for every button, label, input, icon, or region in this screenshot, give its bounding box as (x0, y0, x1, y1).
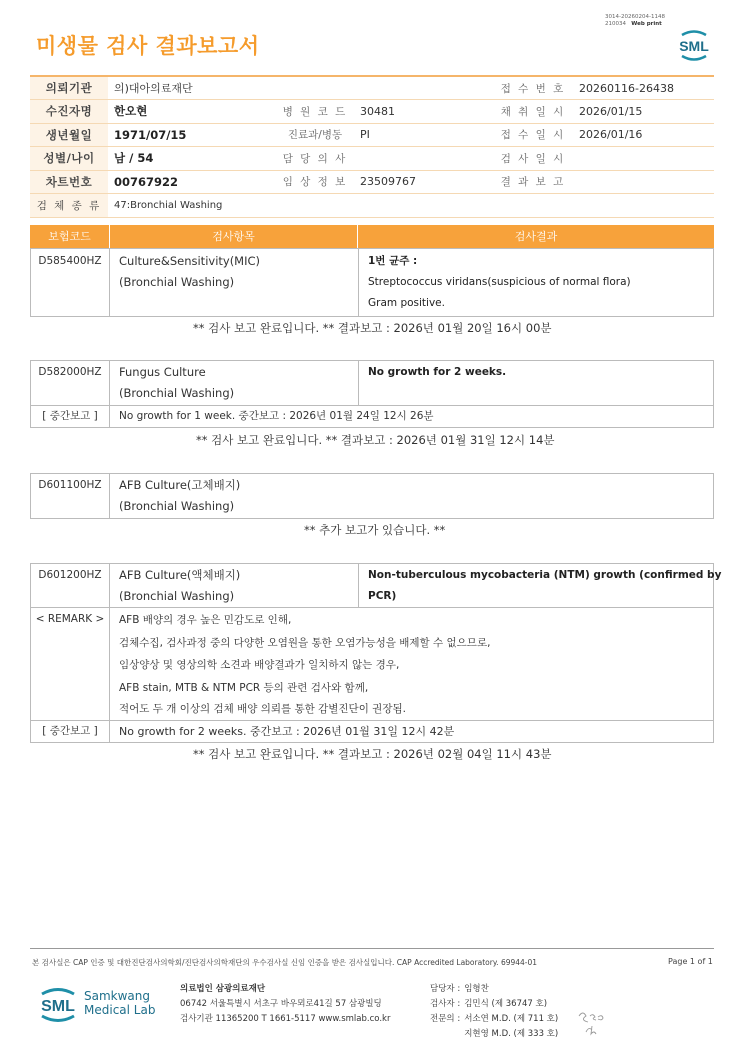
test-item-line: (Bronchial Washing) (119, 499, 235, 513)
request-org-value: 의)대아의료재단 (108, 76, 493, 100)
staff-label: 전문의 : (430, 1014, 461, 1024)
test-item-line: Fungus Culture (119, 365, 206, 379)
test-item-line: (Bronchial Washing) (119, 275, 235, 289)
test-block (30, 563, 722, 743)
test-result-line: Gram positive. (368, 297, 445, 309)
test-code (31, 564, 110, 608)
header-code: 보험코드 (48, 230, 91, 243)
company-name (84, 989, 155, 1017)
staff-row (428, 1012, 560, 1027)
test-block (30, 248, 714, 317)
test-item (110, 361, 359, 406)
staff-value: 임형찬 (464, 984, 489, 994)
staff-row (428, 1027, 560, 1042)
interim-label (31, 721, 110, 742)
chart-no-value: 00767922 (108, 170, 276, 194)
dept-label: 진료과/병동 (276, 123, 354, 147)
test-result (359, 249, 713, 314)
interim-row (31, 721, 713, 742)
org-info (180, 982, 390, 1027)
remark-row (31, 608, 713, 721)
receipt-date-value: 2026/01/16 (573, 123, 714, 147)
report-value (573, 170, 714, 194)
org-address: 06742 서울특별시 서초구 바우뫼로41길 57 삼광빌딩 (180, 999, 382, 1009)
test-code-text: D601200HZ (38, 569, 102, 581)
test-result-line: No growth for 2 weeks. (368, 366, 507, 378)
remark-line: AFB stain, MTB & NTM PCR 등의 관련 검사와 함께, (119, 681, 369, 694)
birth-label: 생년월일 (30, 123, 108, 147)
patient-info-table (30, 75, 714, 218)
report-label: 결 과 보 고 (493, 170, 573, 194)
test-item-line: AFB Culture(액체배지) (119, 568, 241, 582)
remark-line: AFB 배양의 경우 높은 민감도로 인해, (119, 614, 292, 626)
remark-line: 검체수집, 검사과정 중의 다양한 오염원을 통한 오염가능성을 배제할 수 없으므로, (119, 636, 491, 649)
collection-date-value: 2026/01/15 (573, 100, 714, 124)
header-result: 검사결과 (514, 230, 558, 243)
test-result-line: PCR) (368, 590, 397, 602)
org-name: 의료법인 삼광의료재단 (180, 984, 266, 994)
info-row (30, 194, 714, 218)
interim-text-line: No growth for 2 weeks. 중간보고 : 2026년 01월 31일 12시 42분 (119, 725, 455, 738)
completion-note: ** 검사 보고 완료입니다. ** 결과보고 : 2026년 01월 31일 12시 14분 (196, 433, 555, 447)
receipt-no-label: 접 수 번 호 (493, 76, 573, 100)
staff-value: 지현영 M.D. (제 333 호) (464, 1029, 559, 1039)
test-row (31, 564, 722, 608)
interim-row (31, 406, 713, 427)
info-row (30, 147, 714, 171)
interim-label-text: [ 중간보고 ] (42, 410, 98, 422)
header-item: 검사항목 (109, 225, 358, 248)
test-item (110, 249, 359, 316)
staff-label: 검사자 : (430, 999, 461, 1009)
remark-text (110, 608, 713, 719)
test-row (31, 361, 713, 406)
doc-code (605, 14, 665, 28)
remark-label (31, 608, 110, 721)
chart-no-label: 차트번호 (30, 170, 108, 194)
remark-label-text: < REMARK > (35, 613, 105, 625)
dept-value: PI (354, 123, 493, 147)
test-result-line: 1번 균주 : (368, 255, 418, 267)
completion-note: ** 검사 보고 완료입니다. ** 결과보고 : 2026년 02월 04일 11시 43분 (193, 747, 552, 761)
company-name-line: Medical Lab (84, 1003, 156, 1017)
test-code-text: D582000HZ (38, 366, 102, 378)
web-print-label: Web print (631, 21, 662, 27)
doctor-label: 담 당 의 사 (276, 147, 354, 171)
test-row (31, 474, 713, 518)
test-item (110, 564, 359, 608)
sex-age-value: 남 / 54 (108, 147, 276, 171)
test-item-line: (Bronchial Washing) (119, 589, 235, 603)
test-block (30, 360, 714, 428)
test-code (31, 249, 110, 316)
samkwang-logo-text: SML (41, 998, 75, 1015)
sml-logo-text: SML (679, 38, 709, 54)
interim-text-line: No growth for 1 week. 중간보고 : 2026년 01월 24일 12시 26분 (119, 410, 434, 422)
info-row (30, 76, 714, 100)
completion-note: ** 추가 보고가 있습니다. ** (304, 523, 446, 537)
interim-text (110, 406, 713, 427)
test-code (31, 474, 110, 518)
test-code-text: D601100HZ (38, 479, 102, 491)
test-code-text: D585400HZ (38, 255, 102, 267)
remark-line: 적어도 두 개 이상의 검체 배양 의뢰를 통한 감별진단이 권장됨. (119, 703, 406, 716)
sml-logo-icon (674, 25, 714, 65)
results-header (30, 225, 714, 248)
receipt-date-label: 접 수 일 시 (493, 123, 573, 147)
page-number: Page 1 of 1 (668, 957, 713, 966)
specimen-value: 47:Bronchial Washing (108, 194, 714, 218)
test-result (359, 564, 722, 607)
test-date-value (573, 147, 714, 171)
staff-label: 담당자 : (430, 984, 461, 994)
footer-note: 본 검사실은 CAP 인증 및 대한진단검사의학회/진단검사의학재단의 우수검사실 신임 인증을 받은 검사실입니다. CAP Accredited Laboratory. 69944-01 (32, 958, 538, 967)
staff-list (428, 982, 560, 1042)
test-item (110, 474, 359, 518)
signature-icon (576, 1006, 612, 1038)
specimen-label: 검 체 종 류 (30, 194, 108, 218)
info-row (30, 100, 714, 124)
staff-label (428, 1027, 462, 1042)
name-label: 수진자명 (30, 100, 108, 124)
receipt-no-value: 20260116-26438 (573, 76, 714, 100)
completion-note: ** 검사 보고 완료입니다. ** 결과보고 : 2026년 01월 20일 16시 00분 (193, 321, 552, 335)
doc-code-line1: 3014-20260204-1148 (605, 14, 665, 20)
test-block (30, 473, 714, 519)
info-row (30, 123, 714, 147)
request-org-label: 의뢰기관 (30, 76, 108, 100)
hospital-code-value: 30481 (354, 100, 493, 124)
staff-value: 서소연 M.D. (제 711 호) (464, 1014, 559, 1024)
test-result (359, 361, 713, 383)
collection-date-label: 채 취 일 시 (493, 100, 573, 124)
clinical-info-label: 임 상 정 보 (276, 170, 354, 194)
hospital-code-label: 병 원 코 드 (276, 100, 354, 124)
test-result-line: Streptococcus viridans(suspicious of normal flora) (368, 276, 631, 288)
interim-text (110, 721, 713, 742)
remark-line: 임상양상 및 영상의학 소견과 배양결과가 일치하지 않는 경우, (119, 659, 400, 672)
clinical-info-value: 23509767 (354, 170, 493, 194)
test-item-line: Culture&Sensitivity(MIC) (119, 254, 261, 268)
birth-value: 1971/07/15 (108, 123, 276, 147)
company-name-line: Samkwang (84, 989, 150, 1003)
info-row (30, 170, 714, 194)
staff-row (428, 982, 560, 997)
test-code (31, 361, 110, 406)
samkwang-logo-icon (36, 982, 80, 1026)
staff-value: 김민식 (제 36747 호) (464, 999, 548, 1009)
test-result-line: Non-tuberculous mycobacteria (NTM) growth (confirmed by (368, 569, 722, 581)
org-contact: 검사기관 11365200 T 1661-5117 www.smlab.co.kr (180, 1014, 391, 1024)
interim-label-text: [ 중간보고 ] (42, 725, 98, 737)
doctor-value (354, 147, 493, 171)
staff-row (428, 997, 560, 1012)
name-value: 한오현 (108, 100, 276, 124)
interim-label (31, 406, 110, 427)
footer-divider (30, 948, 714, 949)
test-item-line: AFB Culture(고체배지) (119, 478, 241, 492)
report-title: 미생물 검사 결과보고서 (36, 34, 260, 58)
test-item-line: (Bronchial Washing) (119, 386, 235, 400)
sex-age-label: 성별/나이 (30, 147, 108, 171)
test-date-label: 검 사 일 시 (493, 147, 573, 171)
test-row (31, 249, 713, 316)
doc-code-line2: 210034 (605, 21, 626, 27)
